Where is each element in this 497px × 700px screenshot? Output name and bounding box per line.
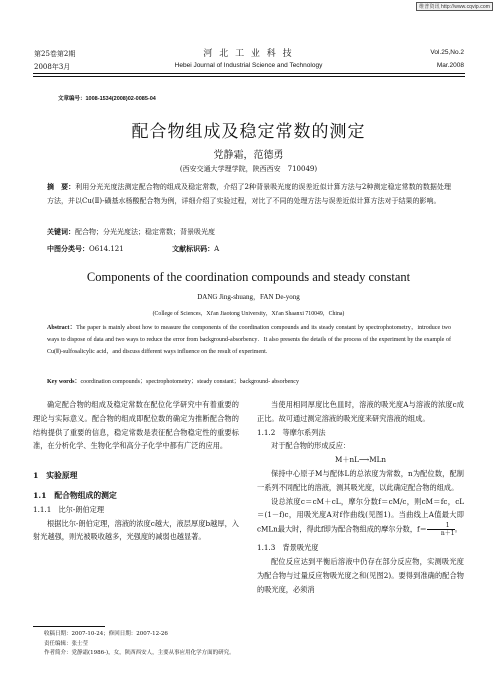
date-cn: 2008年3月: [34, 63, 71, 71]
journal-cn: 河 北 工 业 科 技: [203, 49, 294, 59]
keywords-en: [47, 376, 451, 388]
clc-value: O614.121: [89, 245, 124, 253]
section-1-1-2-heading: 1.1.2 等摩尔系列法: [257, 427, 326, 437]
volume-en: Vol.25,No.2: [430, 49, 464, 56]
authors-en: DANG Jing-shuang，FAN De-yong: [197, 293, 300, 301]
fraction-end: 。: [454, 524, 462, 534]
abstract-cn-label: 摘 要：: [47, 182, 76, 191]
abstract-en-label: Abstract：: [47, 325, 77, 331]
abstract-en-text: The paper is mainly about how to measure the components of the coordination compounds and its steady constant by spectrophotometry，introduce two ways to dispose of data and two ways to reduce the error from background-absorbency．It also presents the details of the process of the experiment by the example of Cu(Ⅱ)-sulfosalicylic acid，and discuss different ways influence on the result of experiment.: [47, 325, 451, 355]
section-1-1-1-heading: 1.1.1 比尔-朗伯定理: [33, 504, 105, 514]
header-rule-thin: [33, 76, 465, 77]
article-number: 文章编号：1008-1534(2008)02-0085-04: [58, 96, 156, 102]
right-column: [257, 398, 464, 596]
keywords-en-text: coordination compounds；spectrophotometry；steady constant；background- absorbency: [80, 379, 299, 385]
abstract-en: [47, 322, 451, 358]
classification: [47, 242, 451, 257]
section-1-1-3-heading: 1.1.3 背景吸光度: [257, 543, 319, 553]
doc-code-label: 文献标识码：: [172, 244, 215, 253]
keywords-en-label: Key words：: [47, 379, 81, 385]
section-1-1-heading: 1.1 配合物组成的测定: [33, 490, 117, 500]
reaction-equation: M＋nL⟶MLn: [334, 455, 386, 465]
mole-fraction-paragraph: [257, 495, 464, 538]
date-en: Mar.2008: [436, 62, 464, 69]
left-column: [33, 398, 239, 544]
clc-label: 中图分类号：: [47, 244, 89, 253]
keywords-cn-label: 关键词：: [47, 227, 75, 236]
abstract-cn: [47, 180, 451, 208]
keywords-cn: [47, 225, 451, 240]
intro-paragraph: 确定配合物的组成及稳定常数在配位化学研究中有着重要的理论与实际意义。配合物的组成即配位数的确定为推断配合物的结构提供了重要的信息，稳定常数是表征配合物稳定性的重要标准，在分析化学、生物化学和高分子化学中都有广泛的应用。: [33, 400, 239, 451]
volume-cn: 第25卷第2期: [34, 50, 76, 58]
fraction-denominator: n＋1: [440, 530, 455, 538]
section-1-heading: 1 实验原理: [33, 471, 78, 481]
mole-fraction-text: 设总浓度c＝cM＋cL，摩尔分数f＝cM/c，则cM＝fc，cL＝(1－f)c，用吸光度A对f作曲线(见图1)。当曲线上A值最大即cMLn最大时，得此f即为配合物组成的摩尔分数，f＝: [257, 496, 464, 534]
watermark-stamp: 维普资讯 http://www.cqvip.com: [416, 2, 493, 11]
affiliation-cn: (西安交通大学理学院，陕西西安 710049): [179, 165, 318, 173]
footnote-editor: 责任编辑：张士莹: [44, 640, 89, 647]
journal-en: Hebei Journal of Industrial Science and Technology: [174, 62, 323, 69]
fraction-numerator: 1: [427, 522, 455, 530]
paper-title-en: Components of the coordination compounds and steady constant: [86, 270, 411, 284]
footnote-rule: [33, 626, 105, 627]
reaction-intro: 对于配合物的形成反应：: [271, 441, 351, 451]
affiliation-en: (College of Sciences，Xi'an Jiaotong University，Xi'an Shaanxi 710049，China): [152, 311, 345, 317]
absorbance-paragraph: 当使用相同厚度比色皿时，溶液的吸光度A与溶液的浓度c成正比。故可通过测定溶液的吸光度来研究溶液的组成。: [257, 400, 464, 423]
paper-title-cn: 配合物组成及稳定常数的测定: [131, 122, 366, 142]
footnote-author: 作者简介：党静霜(1986-)，女，陕西西安人，主要从事应用化学方面的研究。: [44, 650, 235, 656]
abstract-cn-text: 利用分光光度法测定配合物的组成及稳定常数，介绍了2种背景吸光度的误差近似计算方法与2种测定稳定常数的数据处理方法，并以Cu(Ⅱ)-磺基水杨酸配合物为例，详细介绍了实验过程，对比了不同的处理方法与误差近似计算方法对于结果的影响。: [47, 183, 452, 205]
equimolar-paragraph: 保持中心原子M与配体L的总浓度为常数，n为配位数，配制一系列不同配比的溶液，测其吸光度，以此确定配合物的组成。: [257, 468, 464, 492]
background-paragraph: 配位反应达到平衡后溶液中仍存在部分反应物，实测吸光度为配合物与过量反应物吸光度之和(见图2)。要得到准确的配合物的吸光度，必须消: [257, 556, 464, 594]
footnote-received: 收稿日期：2007-10-24；修回日期：2007-12-26: [44, 631, 168, 637]
keywords-cn-text: 配合物；分光光度法；稳定常数；背景吸光度: [75, 228, 215, 236]
authors-cn: 党静霜，范德勇: [213, 150, 284, 161]
fraction: [427, 522, 455, 537]
header-rule: [33, 73, 465, 74]
beer-lambert-paragraph: 根据比尔-朗伯定理，溶液的浓度c越大，液层厚度b越厚，入射光越强，则光被吸收越多，光强度的减弱也越显著。: [33, 518, 239, 542]
footnote: [44, 630, 239, 659]
doc-code-value: A: [214, 245, 220, 253]
